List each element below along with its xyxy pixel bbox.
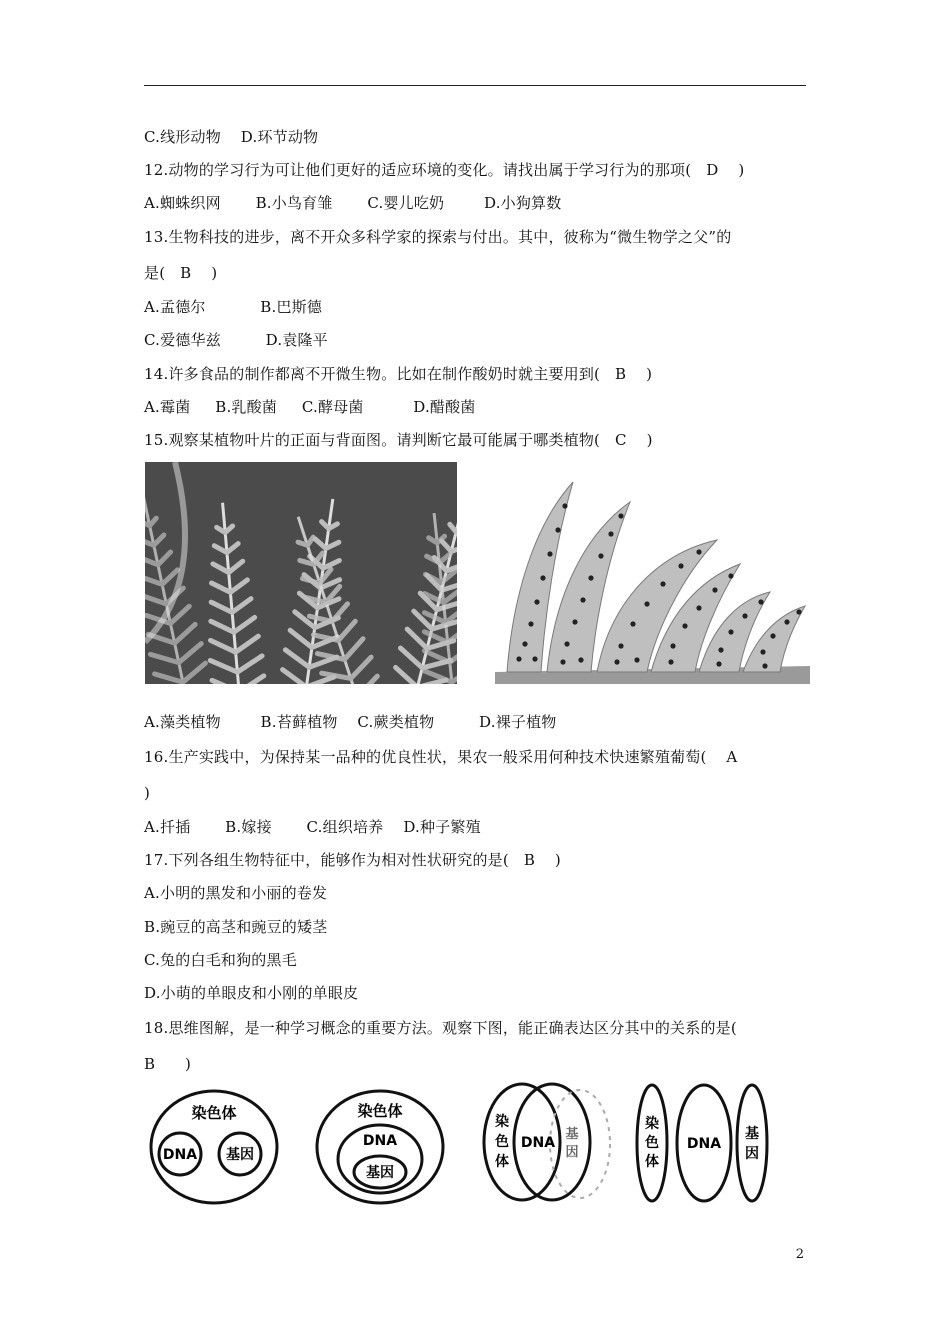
fern-front-photo bbox=[145, 462, 457, 684]
options-12: A.蜘蛛织网 B.小鸟育雏 C.婴儿吃奶 D.小狗算数 bbox=[144, 194, 562, 212]
question-12: 12.动物的学习行为可让他们更好的适应环境的变化。请找出属于学习行为的那项( D ) bbox=[144, 161, 745, 179]
question-17: 17.下列各组生物特征中，能够作为相对性状研究的是( B ) bbox=[144, 851, 561, 869]
label-chromosome-3: 体 bbox=[495, 1154, 509, 1170]
label-gene: 基因 bbox=[366, 1165, 394, 1181]
label-chromosome-1: 染 bbox=[495, 1114, 509, 1130]
label-dna: DNA bbox=[520, 1135, 556, 1151]
concept-diagram-c bbox=[482, 1080, 617, 1208]
label-chromosome: 染色体 bbox=[191, 1104, 237, 1122]
label-chromosome-2: 色 bbox=[645, 1135, 659, 1151]
label-gene-1: 基 bbox=[745, 1126, 759, 1142]
label-gene-1: 基 bbox=[565, 1127, 579, 1142]
label-chromosome-2: 色 bbox=[495, 1134, 509, 1150]
options-16: A.扦插 B.嫁接 C.组织培养 D.种子繁殖 bbox=[144, 818, 481, 836]
options-13-ab: A.孟德尔 B.巴斯德 bbox=[144, 298, 323, 316]
label-chromosome-3: 体 bbox=[645, 1154, 659, 1170]
options-15: A.藻类植物 B.苔藓植物 C.蕨类植物 D.裸子植物 bbox=[144, 713, 557, 731]
question-15: 15.观察某植物叶片的正面与背面图。请判断它最可能属于哪类植物( C ) bbox=[144, 431, 653, 449]
option-17-b: B.豌豆的高茎和豌豆的矮茎 bbox=[144, 918, 328, 936]
question-16: 16.生产实践中，为保持某一品种的优良性状，果农一般采用何种技术快速繁殖葡萄( A bbox=[144, 748, 738, 766]
fern-back-drawing bbox=[495, 474, 810, 684]
option-17-c: C.兔的白毛和狗的黑毛 bbox=[144, 951, 297, 969]
label-dna: DNA bbox=[362, 1133, 398, 1149]
header-rule bbox=[144, 85, 806, 86]
label-gene: 基因 bbox=[226, 1147, 254, 1163]
concept-diagram-d bbox=[634, 1080, 772, 1206]
label-chromosome-1: 染 bbox=[645, 1116, 659, 1132]
question-18-cont: B ) bbox=[144, 1055, 192, 1073]
question-14: 14.许多食品的制作都离不开微生物。比如在制作酸奶时就主要用到( B ) bbox=[144, 365, 653, 383]
label-gene-2: 因 bbox=[745, 1146, 759, 1162]
question-18: 18.思维图解，是一种学习概念的重要方法。观察下图，能正确表达区分其中的关系的是( bbox=[144, 1019, 737, 1037]
text-line: C.线形动物 D.环节动物 bbox=[144, 128, 319, 146]
label-dna: DNA bbox=[162, 1147, 198, 1163]
option-17-a: A.小明的黑发和小丽的卷发 bbox=[144, 884, 328, 902]
concept-diagram-b bbox=[313, 1088, 447, 1206]
options-13-cd: C.爱德华兹 D.袁隆平 bbox=[144, 331, 328, 349]
label-dna: DNA bbox=[686, 1136, 722, 1152]
question-13: 13.生物科技的进步，离不开众多科学家的探索与付出。其中，彼称为“微生物学之父”的 bbox=[144, 228, 732, 246]
question-13-cont: 是( B ) bbox=[144, 264, 218, 282]
label-chromosome: 染色体 bbox=[357, 1102, 403, 1120]
label-gene-2: 因 bbox=[565, 1145, 579, 1160]
question-16-cont: ) bbox=[144, 784, 151, 802]
page-number: 2 bbox=[795, 1247, 804, 1262]
option-17-d: D.小萌的单眼皮和小刚的单眼皮 bbox=[144, 984, 359, 1002]
concept-diagram-a bbox=[148, 1088, 280, 1206]
options-14: A.霉菌 B.乳酸菌 C.酵母菌 D.醋酸菌 bbox=[144, 398, 476, 416]
